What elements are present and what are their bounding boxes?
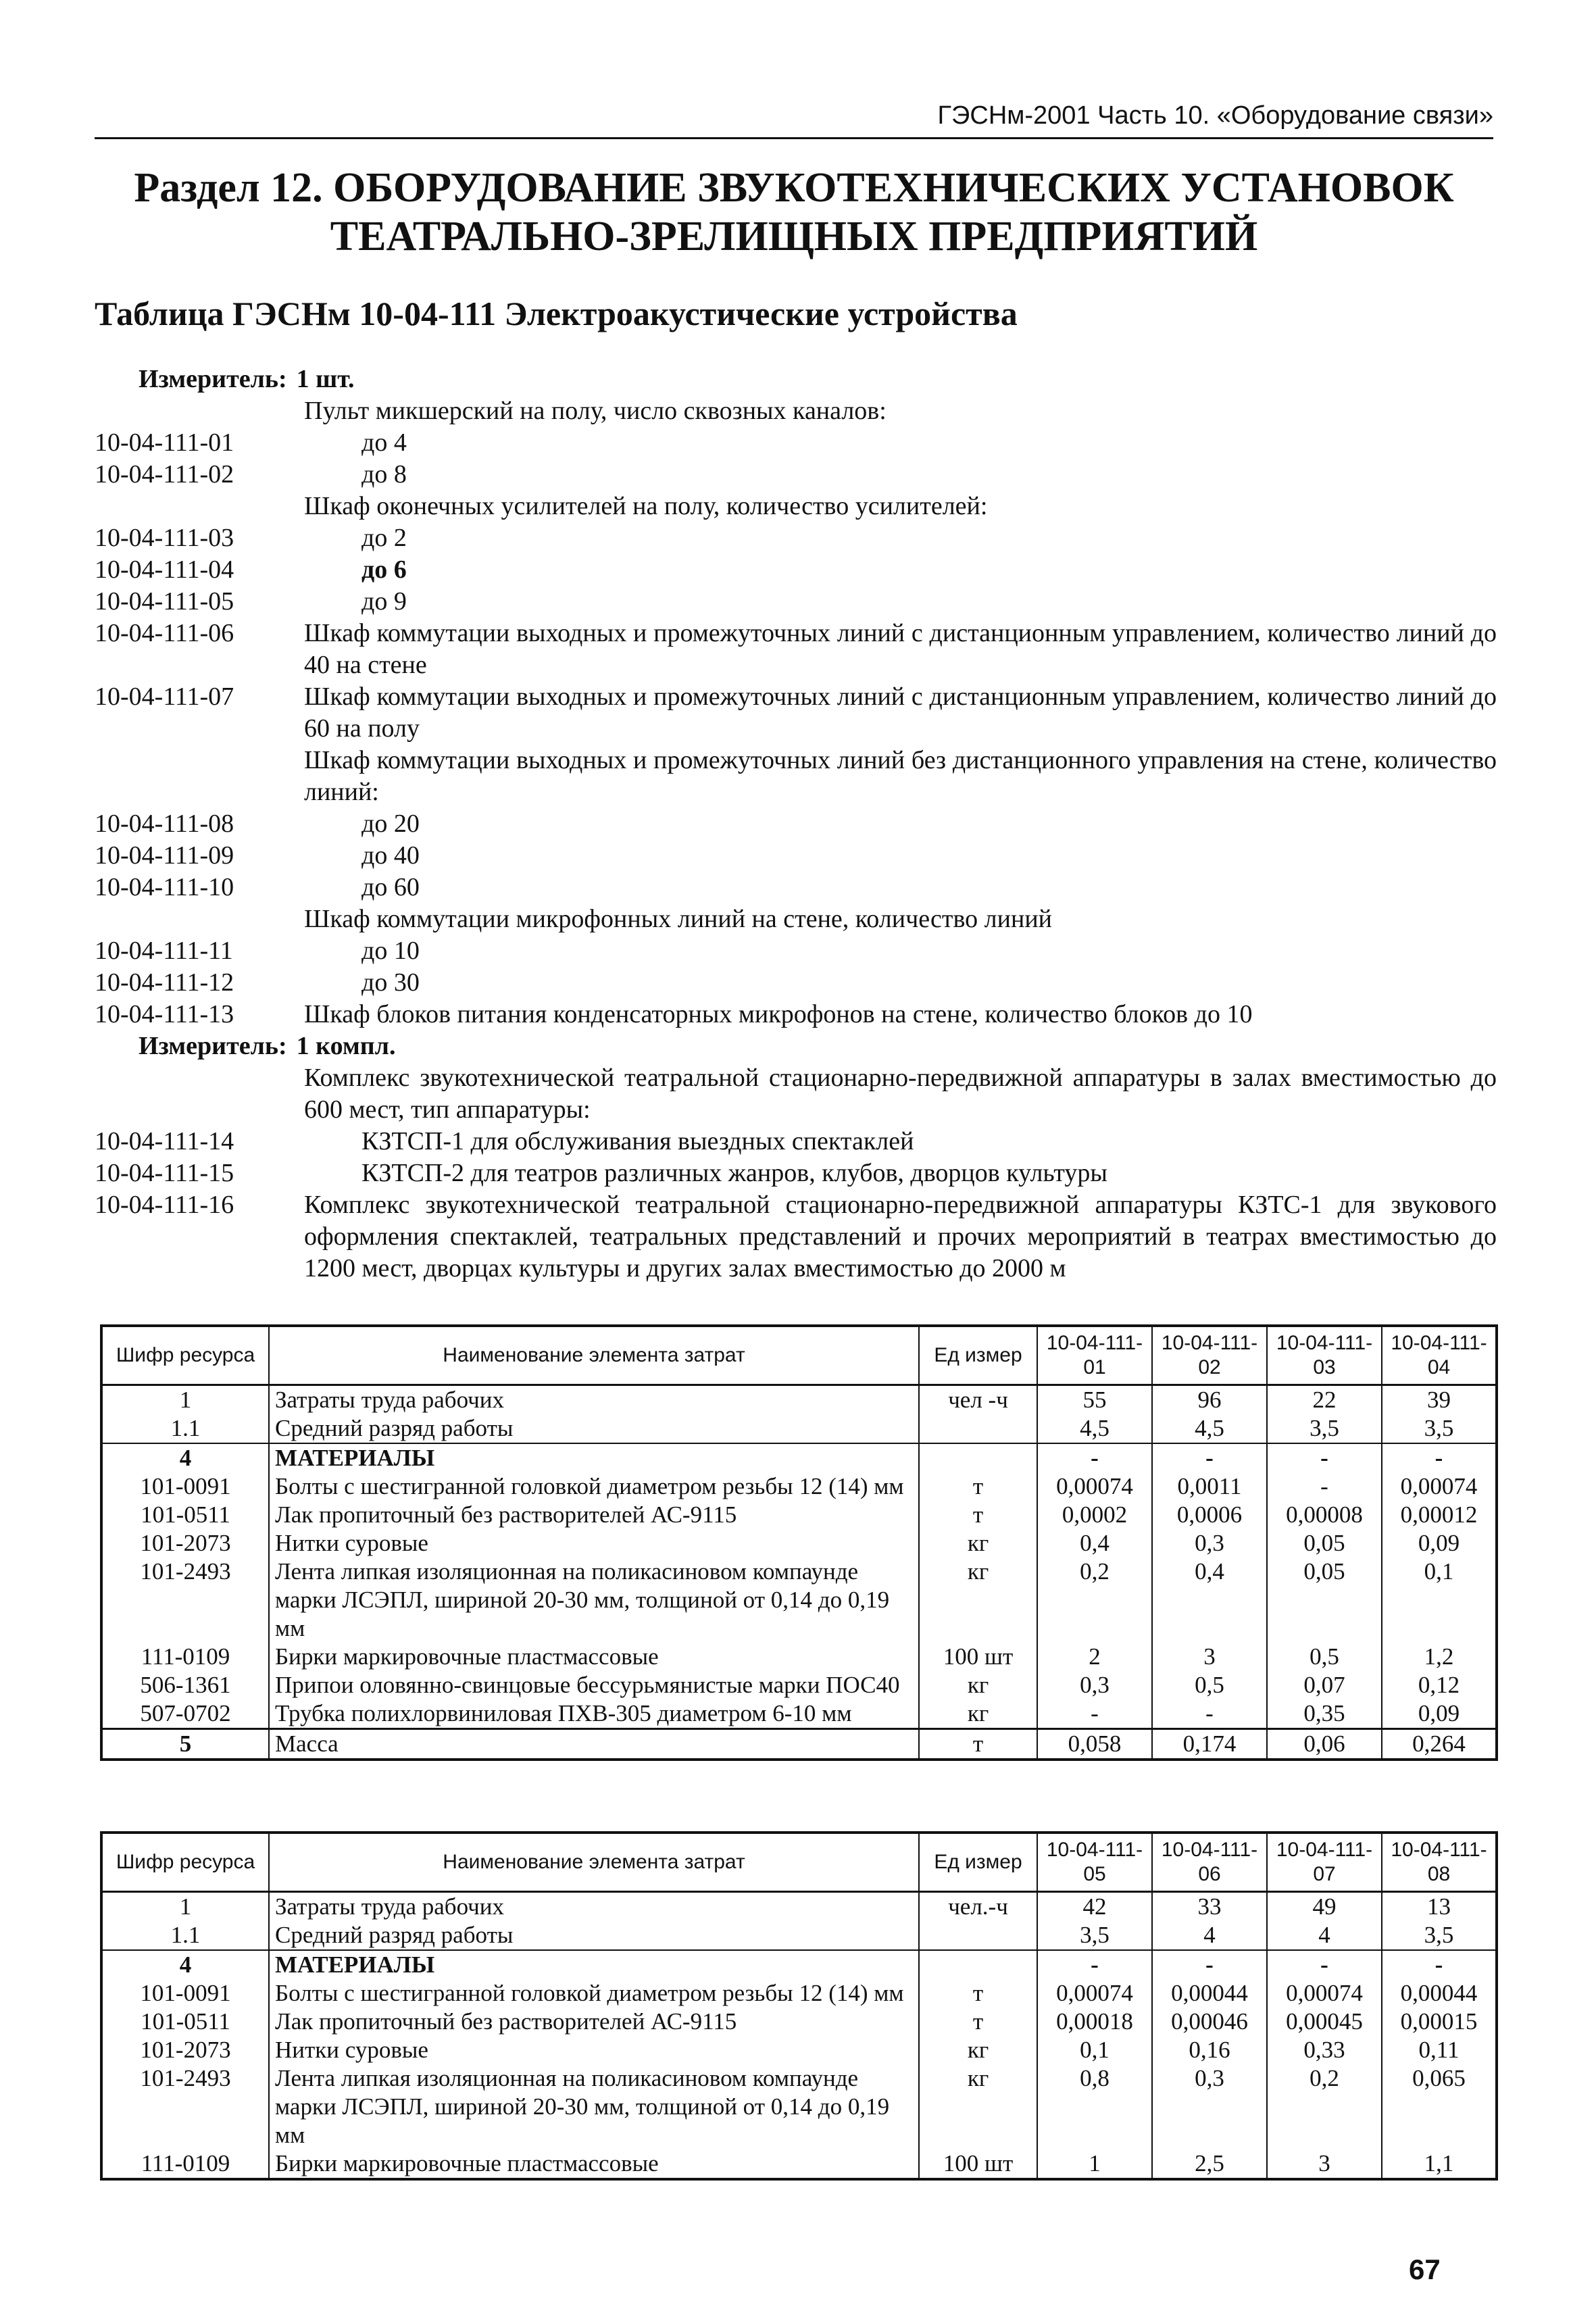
item-description: до 8 <box>361 460 407 489</box>
meter-row <box>95 364 1497 395</box>
cell-value: 0,00015 <box>1382 2008 1497 2036</box>
cell-value: 1 <box>1037 2149 1152 2179</box>
cell-value: - <box>1152 1443 1267 1472</box>
table-row <box>101 1892 1497 1922</box>
cell-value: 0,00074 <box>1267 1979 1382 2008</box>
cell-value: 39 <box>1382 1385 1497 1415</box>
table-row <box>101 1472 1497 1501</box>
cell-value: 3,5 <box>1037 1921 1152 1950</box>
item-code: 10-04-111-10 <box>95 873 234 901</box>
cell-value: 0,2 <box>1037 1558 1152 1643</box>
table-row <box>101 1529 1497 1558</box>
item-description: Шкаф коммутации выходных и промежуточных линий без дистанционного управления на стене, количество линий: <box>304 746 1497 806</box>
cell-code: 101-0511 <box>101 1501 269 1529</box>
cell-value: 0,00074 <box>1382 1472 1497 1501</box>
cell-value: - <box>1267 1950 1382 1979</box>
item-code: 10-04-111-05 <box>95 587 234 616</box>
cell-value: - <box>1037 1699 1152 1729</box>
header-col: 10-04-111-04 <box>1382 1326 1497 1385</box>
cell-name: Затраты труда рабочих <box>269 1892 919 1922</box>
cell-unit: 100 шт <box>919 2149 1037 2179</box>
list-item <box>95 808 1497 840</box>
cell-name: Лак пропиточный без растворителей АС-9115 <box>269 2008 919 2036</box>
table-row <box>101 2008 1497 2036</box>
cell-name: Болты с шестигранной головкой диаметром резьбы 12 (14) мм <box>269 1472 919 1501</box>
item-code: 10-04-111-13 <box>95 1000 234 1028</box>
cell-value: 0,00044 <box>1382 1979 1497 2008</box>
cell-value: 22 <box>1267 1385 1382 1415</box>
cell-unit <box>919 1921 1037 1950</box>
cell-value: 0,3 <box>1037 1671 1152 1699</box>
table-header-row <box>101 1833 1497 1892</box>
section-title-line2: ТЕАТРАЛЬНО-ЗРЕЛИЩНЫХ ПРЕДПРИЯТИЙ <box>330 214 1258 259</box>
table-row <box>101 2064 1497 2149</box>
cell-value: 0,4 <box>1037 1529 1152 1558</box>
cell-value: - <box>1152 1950 1267 1979</box>
list-item <box>95 967 1497 999</box>
group-heading <box>95 491 1497 522</box>
item-code: 10-04-111-08 <box>95 810 234 838</box>
cell-value: 3,5 <box>1382 1414 1497 1443</box>
header-code: Шифр ресурса <box>101 1833 269 1892</box>
cell-code: 506-1361 <box>101 1671 269 1699</box>
table-row <box>101 1921 1497 1950</box>
cell-value: - <box>1382 1443 1497 1472</box>
cell-value: 33 <box>1152 1892 1267 1922</box>
cell-code: 1 <box>101 1385 269 1415</box>
cell-value: - <box>1037 1443 1152 1472</box>
cell-value: 0,05 <box>1267 1529 1382 1558</box>
cell-value: 4,5 <box>1152 1414 1267 1443</box>
cell-value: 4 <box>1152 1921 1267 1950</box>
cell-value: 0,00008 <box>1267 1501 1382 1529</box>
item-description: Пульт микшерский на полу, число сквозных каналов: <box>304 397 887 425</box>
table-row <box>101 1501 1497 1529</box>
cell-value: 0,0002 <box>1037 1501 1152 1529</box>
table-row <box>101 1443 1497 1472</box>
cell-value: 0,0011 <box>1152 1472 1267 1501</box>
list-item <box>95 872 1497 903</box>
cell-name: Болты с шестигранной головкой диаметром резьбы 12 (14) мм <box>269 1979 919 2008</box>
cell-code: 5 <box>101 1729 269 1760</box>
section-title-line1: Раздел 12. ОБОРУДОВАНИЕ ЗВУКОТЕХНИЧЕСКИХ УСТАНОВОК <box>134 165 1454 211</box>
cell-code: 101-0091 <box>101 1979 269 2008</box>
cell-code: 101-0091 <box>101 1472 269 1501</box>
item-code: 10-04-111-07 <box>95 682 234 711</box>
item-description: до 20 <box>361 810 420 838</box>
item-description: до 40 <box>361 841 420 870</box>
list-item <box>95 681 1497 745</box>
cell-name: Средний разряд работы <box>269 1414 919 1443</box>
table-row <box>101 1729 1497 1760</box>
item-description: Комплекс звукотехнической театральной стационарно-передвижной аппаратуры КЗТС-1 для звукового оформления спектаклей, театральных представлений и прочих мероприятий в театрах вместимостью до 1200 мест, дворцах культуры и других залах вместимостью до 2000 м <box>304 1191 1497 1283</box>
cell-name: Бирки маркировочные пластмассовые <box>269 2149 919 2179</box>
cell-value: 3 <box>1267 2149 1382 2179</box>
cell-value: 0,05 <box>1267 1558 1382 1643</box>
cell-unit: т <box>919 1979 1037 2008</box>
list-item <box>95 999 1497 1030</box>
cell-value: 49 <box>1267 1892 1382 1922</box>
cell-value: 0,00018 <box>1037 2008 1152 2036</box>
cost-table-2 <box>100 1831 1498 2181</box>
group-heading <box>95 903 1497 935</box>
item-code: 10-04-111-09 <box>95 841 234 870</box>
cell-unit: кг <box>919 2036 1037 2064</box>
list-item <box>95 618 1497 681</box>
cell-value: - <box>1267 1472 1382 1501</box>
meter-label: Измеритель: <box>139 365 287 393</box>
table-row <box>101 1671 1497 1699</box>
item-description: до 2 <box>361 524 407 552</box>
cell-unit: чел.-ч <box>919 1892 1037 1922</box>
table-row <box>101 1385 1497 1415</box>
cell-name: Бирки маркировочные пластмассовые <box>269 1643 919 1671</box>
cell-value: 0,5 <box>1267 1643 1382 1671</box>
item-description: Шкаф оконечных усилителей на полу, количество усилителей: <box>304 492 988 520</box>
cell-value: 0,11 <box>1382 2036 1497 2064</box>
cell-value: 0,4 <box>1152 1558 1267 1643</box>
cell-value: 0,3 <box>1152 1529 1267 1558</box>
header-col: 10-04-111-08 <box>1382 1833 1497 1892</box>
header-code: Шифр ресурса <box>101 1326 269 1385</box>
item-code: 10-04-111-12 <box>95 968 234 997</box>
header-col: 10-04-111-01 <box>1037 1326 1152 1385</box>
cell-unit: чел -ч <box>919 1385 1037 1415</box>
page-number: 67 <box>1409 2254 1441 2285</box>
cell-value: 13 <box>1382 1892 1497 1922</box>
cell-name: Припои оловянно-свинцовые бессурьмянистые марки ПОС40 <box>269 1671 919 1699</box>
header-col: 10-04-111-06 <box>1152 1833 1267 1892</box>
cell-value: 2 <box>1037 1643 1152 1671</box>
cell-value: 0,1 <box>1382 1558 1497 1643</box>
item-code <box>95 395 304 427</box>
header-col: 10-04-111-03 <box>1267 1326 1382 1385</box>
table-row <box>101 1979 1497 2008</box>
list-item <box>95 554 1497 586</box>
table-header-row <box>101 1326 1497 1385</box>
cell-value: 0,00045 <box>1267 2008 1382 2036</box>
cell-value: 0,3 <box>1152 2064 1267 2149</box>
cell-value: 0,065 <box>1382 2064 1497 2149</box>
cell-name: Нитки суровые <box>269 2036 919 2064</box>
cell-code: 4 <box>101 1950 269 1979</box>
cell-value: 0,5 <box>1152 1671 1267 1699</box>
cell-name: Лак пропиточный без растворителей АС-9115 <box>269 1501 919 1529</box>
cell-code: 101-2493 <box>101 2064 269 2149</box>
cell-value: 0,264 <box>1382 1729 1497 1760</box>
cell-value: - <box>1267 1443 1382 1472</box>
running-header: ГЭСНм-2001 Часть 10. «Оборудование связи» <box>95 101 1493 139</box>
meter-value: 1 шт. <box>296 365 355 393</box>
cell-value: 4,5 <box>1037 1414 1152 1443</box>
cell-name: Лента липкая изоляционная на поликасиновом компаунде марки ЛСЭПЛ, шириной 20-30 мм, толщиной от 0,14 до 0,19 мм <box>269 2064 919 2149</box>
cell-value: 0,06 <box>1267 1729 1382 1760</box>
item-description: Шкаф коммутации микрофонных линий на стене, количество линий <box>304 905 1052 933</box>
item-code: 10-04-111-06 <box>95 619 234 647</box>
list-item <box>95 522 1497 554</box>
list-item <box>95 586 1497 618</box>
item-description: КЗТСП-2 для театров различных жанров, клубов, дворцов культуры <box>361 1159 1107 1187</box>
item-description: до 60 <box>361 873 420 901</box>
meter-label: Измеритель: <box>139 1032 287 1060</box>
cell-code: 111-0109 <box>101 1643 269 1671</box>
item-description: до 4 <box>361 428 407 457</box>
cell-value: 3,5 <box>1382 1921 1497 1950</box>
header-unit: Ед измер <box>919 1833 1037 1892</box>
table-row <box>101 1558 1497 1643</box>
cell-code: 1 <box>101 1892 269 1922</box>
item-description: до 6 <box>361 555 407 584</box>
cell-value: 0,07 <box>1267 1671 1382 1699</box>
item-code: 10-04-111-04 <box>95 555 234 584</box>
cell-value: 1,1 <box>1382 2149 1497 2179</box>
header-unit: Ед измер <box>919 1326 1037 1385</box>
cell-value: 0,00074 <box>1037 1472 1152 1501</box>
cell-name: Лента липкая изоляционная на поликасиновом компаунде марки ЛСЭПЛ, шириной 20-30 мм, толщиной от 0,14 до 0,19 мм <box>269 1558 919 1643</box>
item-code <box>95 491 304 522</box>
table-row <box>101 2149 1497 2179</box>
cell-value: 0,00046 <box>1152 2008 1267 2036</box>
header-col: 10-04-111-05 <box>1037 1833 1152 1892</box>
item-code: 10-04-111-11 <box>95 937 233 965</box>
item-description: Шкаф коммутации выходных и промежуточных линий с дистанционным управлением, количество линий до 40 на стене <box>304 619 1497 679</box>
cell-code: 1.1 <box>101 1414 269 1443</box>
table-row <box>101 2036 1497 2064</box>
header-name: Наименование элемента затрат <box>269 1833 919 1892</box>
cell-code: 507-0702 <box>101 1699 269 1729</box>
cell-name: Средний разряд работы <box>269 1921 919 1950</box>
cell-name: Затраты труда рабочих <box>269 1385 919 1415</box>
cell-value: 0,2 <box>1267 2064 1382 2149</box>
cell-value: 0,35 <box>1267 1699 1382 1729</box>
item-description: Шкаф коммутации выходных и промежуточных линий с дистанционным управлением, количество линий до 60 на полу <box>304 682 1497 743</box>
cell-value: - <box>1152 1699 1267 1729</box>
cell-code: 1.1 <box>101 1921 269 1950</box>
header-col: 10-04-111-02 <box>1152 1326 1267 1385</box>
cell-code: 101-2493 <box>101 1558 269 1643</box>
cell-name: Трубка полихлорвиниловая ПХВ-305 диаметром 6-10 мм <box>269 1699 919 1729</box>
cell-unit: 100 шт <box>919 1643 1037 1671</box>
cell-value: 42 <box>1037 1892 1152 1922</box>
cell-unit: т <box>919 1729 1037 1760</box>
cell-unit: кг <box>919 1529 1037 1558</box>
cell-value: 55 <box>1037 1385 1152 1415</box>
cell-value: 0,16 <box>1152 2036 1267 2064</box>
item-code <box>95 1062 304 1126</box>
table-row <box>101 1950 1497 1979</box>
cell-name: Нитки суровые <box>269 1529 919 1558</box>
cell-value: 0,058 <box>1037 1729 1152 1760</box>
list-item <box>95 459 1497 491</box>
cell-unit: т <box>919 1501 1037 1529</box>
cell-code: 101-2073 <box>101 2036 269 2064</box>
meter-row <box>95 1030 1497 1062</box>
group-heading <box>95 1062 1497 1126</box>
item-code: 10-04-111-15 <box>95 1159 234 1187</box>
cell-value: 2,5 <box>1152 2149 1267 2179</box>
item-description: Комплекс звукотехнической театральной стационарно-передвижной аппаратуры в залах вместимостью до 600 мест, тип аппаратуры: <box>304 1064 1497 1124</box>
section-title <box>95 164 1493 261</box>
header-col: 10-04-111-07 <box>1267 1833 1382 1892</box>
cell-value: 3 <box>1152 1643 1267 1671</box>
cell-value: - <box>1037 1950 1152 1979</box>
list-item <box>95 1189 1497 1285</box>
group-heading <box>95 745 1497 808</box>
cell-value: 1,2 <box>1382 1643 1497 1671</box>
list-item <box>95 840 1497 872</box>
cell-code: 101-0511 <box>101 2008 269 2036</box>
cell-value: 0,174 <box>1152 1729 1267 1760</box>
cell-unit: кг <box>919 1699 1037 1729</box>
item-code: 10-04-111-16 <box>95 1191 234 1219</box>
list-item <box>95 427 1497 459</box>
cell-value: 0,1 <box>1037 2036 1152 2064</box>
item-code <box>95 903 304 935</box>
cell-unit <box>919 1414 1037 1443</box>
cell-value: - <box>1382 1950 1497 1979</box>
item-description: до 30 <box>361 968 420 997</box>
cell-value: 0,00044 <box>1152 1979 1267 2008</box>
item-description: до 9 <box>361 587 407 616</box>
cell-value: 0,0006 <box>1152 1501 1267 1529</box>
cell-unit: т <box>919 1472 1037 1501</box>
table-row <box>101 1414 1497 1443</box>
cell-code: 101-2073 <box>101 1529 269 1558</box>
cell-unit: кг <box>919 1558 1037 1643</box>
cell-value: 0,09 <box>1382 1529 1497 1558</box>
cell-value: 3,5 <box>1267 1414 1382 1443</box>
cell-code: 111-0109 <box>101 2149 269 2179</box>
cell-value: 0,12 <box>1382 1671 1497 1699</box>
item-code: 10-04-111-02 <box>95 460 234 489</box>
cell-unit: кг <box>919 1671 1037 1699</box>
list-item <box>95 935 1497 967</box>
cell-code: 4 <box>101 1443 269 1472</box>
item-code: 10-04-111-01 <box>95 428 234 457</box>
cell-name: Масса <box>269 1729 919 1760</box>
group-heading <box>95 395 1497 427</box>
cell-value: 0,09 <box>1382 1699 1497 1729</box>
cell-unit: кг <box>919 2064 1037 2149</box>
list-item <box>95 1158 1497 1189</box>
cell-unit <box>919 1950 1037 1979</box>
cell-value: 0,00074 <box>1037 1979 1152 2008</box>
cell-value: 0,33 <box>1267 2036 1382 2064</box>
cell-name: МАТЕРИАЛЫ <box>269 1443 919 1472</box>
cell-value: 96 <box>1152 1385 1267 1415</box>
header-name: Наименование элемента затрат <box>269 1326 919 1385</box>
item-code: 10-04-111-03 <box>95 524 234 552</box>
cost-table-1 <box>100 1324 1498 1761</box>
cell-name: МАТЕРИАЛЫ <box>269 1950 919 1979</box>
meter-value: 1 компл. <box>296 1032 396 1060</box>
table-title: Таблица ГЭСНм 10-04-111 Электроакустические устройства <box>95 295 1018 332</box>
item-description: КЗТСП-1 для обслуживания выездных спектаклей <box>361 1127 914 1155</box>
item-list <box>95 364 1497 1285</box>
cell-value: 0,00012 <box>1382 1501 1497 1529</box>
cell-unit <box>919 1443 1037 1472</box>
cell-value: 4 <box>1267 1921 1382 1950</box>
list-item <box>95 1126 1497 1158</box>
item-code: 10-04-111-14 <box>95 1127 234 1155</box>
item-code <box>95 745 304 808</box>
item-description: до 10 <box>361 937 420 965</box>
cell-unit: т <box>919 2008 1037 2036</box>
table-row <box>101 1643 1497 1671</box>
item-description: Шкаф блоков питания конденсаторных микрофонов на стене, количество блоков до 10 <box>304 1000 1253 1028</box>
table-row <box>101 1699 1497 1729</box>
cell-value: 0,8 <box>1037 2064 1152 2149</box>
